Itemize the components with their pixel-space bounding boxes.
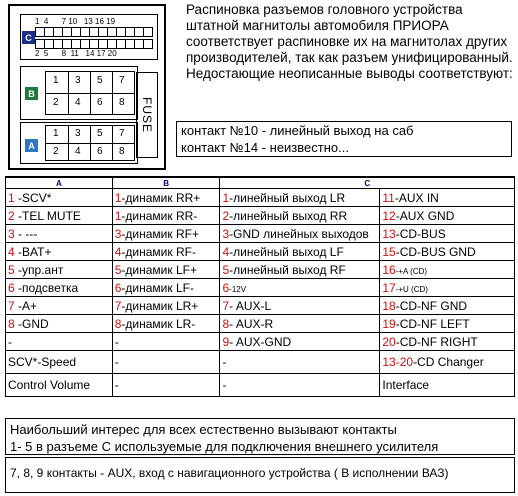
connector-c-bottom-pins: 2 5 8 11 14 17 20 bbox=[35, 49, 117, 58]
footer-line-1: Наибольший интерес для всех естественно вызывают контакты bbox=[10, 422, 397, 437]
header-a: A bbox=[6, 177, 113, 189]
table-row bbox=[6, 225, 515, 243]
pin-function: -линейный выход LF bbox=[229, 244, 344, 259]
pin-function: -CD-NF RIGHT bbox=[395, 334, 478, 349]
footer-line-2: 1- 5 в разъеме С используемые для подключения внешнего усилителя bbox=[10, 439, 439, 454]
table-cell-c1 bbox=[220, 315, 380, 333]
pin-label: 5 bbox=[97, 128, 103, 139]
pin-label: 5 bbox=[97, 75, 103, 86]
pin-function: -динамик RF- bbox=[121, 244, 196, 259]
fuse-slot bbox=[136, 72, 158, 158]
pin-function: -линейный выход LR bbox=[229, 190, 346, 205]
pin-number: 5 bbox=[8, 262, 15, 277]
pin-function: -+U (CD) bbox=[395, 284, 428, 294]
pin-function: -CD-NF GND bbox=[395, 298, 468, 313]
pin-label: 1 bbox=[53, 75, 59, 86]
table-cell-a bbox=[6, 333, 113, 351]
pin-function: -AUX GND bbox=[395, 208, 455, 223]
pin-number: 11 bbox=[382, 190, 395, 205]
table-cell-c2 bbox=[380, 351, 515, 374]
table-cell-c2 bbox=[380, 333, 515, 351]
pin-function: -BAT+ bbox=[14, 244, 52, 259]
pin-label: 4 bbox=[75, 97, 81, 108]
connector-c-lower-slots bbox=[35, 39, 153, 49]
pin-function: Control Volume bbox=[8, 378, 91, 392]
table-row bbox=[6, 315, 515, 333]
table-cell-b bbox=[112, 189, 220, 207]
pin-function: SCV*-Speed bbox=[8, 355, 77, 369]
pin-label: 4 bbox=[75, 146, 81, 157]
pin-function: -TEL MUTE bbox=[14, 208, 81, 223]
table-cell-a bbox=[6, 243, 113, 261]
pin-function: -упр.ант bbox=[14, 262, 64, 277]
footer-note-box bbox=[5, 418, 515, 455]
table-cell-b bbox=[112, 279, 220, 297]
pin-label: 7 bbox=[119, 75, 125, 86]
pin-number: 7 bbox=[8, 298, 15, 313]
connector-c bbox=[20, 14, 158, 60]
pin-number: 8 bbox=[114, 316, 122, 331]
connector-c-upper-slots bbox=[35, 27, 153, 37]
table-cell-b bbox=[112, 207, 220, 225]
table-cell-c1 bbox=[220, 207, 380, 225]
pin-number: 7 bbox=[114, 298, 122, 313]
header-b: B bbox=[112, 177, 220, 189]
pin-function: - bbox=[114, 334, 119, 349]
pin-function: -A+ bbox=[14, 298, 38, 313]
table-cell-c1 bbox=[220, 189, 380, 207]
pin-number: 1 bbox=[8, 190, 15, 205]
pin-number: 13 bbox=[382, 226, 396, 241]
pin-label: 8 bbox=[119, 146, 125, 157]
pin-number: 8 bbox=[8, 316, 15, 331]
table-cell-c2 bbox=[380, 374, 515, 397]
pin-label: 6 bbox=[97, 146, 103, 157]
pin-label: 6 bbox=[97, 97, 103, 108]
table-cell-c1 bbox=[220, 225, 380, 243]
table-cell-b bbox=[112, 261, 220, 279]
table-cell-a bbox=[6, 374, 113, 397]
pin-function: - bbox=[222, 378, 227, 392]
pin-function: -AUX IN bbox=[394, 190, 439, 205]
pin-label: 3 bbox=[75, 128, 81, 139]
pin-number: 12 bbox=[382, 208, 396, 223]
table-row bbox=[6, 207, 515, 225]
table-cell-c1 bbox=[220, 279, 380, 297]
connector-c-badge: C bbox=[22, 31, 35, 44]
pin-function: Interface bbox=[382, 378, 430, 392]
pin-function: -подсветка bbox=[14, 280, 79, 295]
pin-number: 18 bbox=[382, 298, 396, 313]
footer-line-3: 7, 8, 9 контакты - AUX, вход с навигационного устройства ( В исполнении ВАЗ) bbox=[10, 466, 449, 480]
pin-number: 3 bbox=[8, 226, 15, 241]
table-cell-a bbox=[6, 279, 113, 297]
connector-diagram bbox=[8, 4, 166, 170]
table-cell-c2 bbox=[380, 315, 515, 333]
table-cell-a bbox=[6, 261, 113, 279]
footer-aux-box bbox=[5, 457, 515, 493]
pin-number: 9 bbox=[222, 334, 230, 349]
pin-number: 4 bbox=[8, 244, 15, 259]
table-cell-c1 bbox=[220, 243, 380, 261]
pin-function: - AUX-L bbox=[229, 298, 272, 313]
pin-number: 20 bbox=[382, 334, 396, 349]
note-contact-10: контакт №10 - линейный выход на саб bbox=[181, 123, 414, 138]
pin-function: -линейный выход RR bbox=[229, 208, 348, 223]
table-row bbox=[6, 297, 515, 315]
pin-number: 1 bbox=[114, 190, 122, 205]
table-cell-c2 bbox=[380, 261, 515, 279]
pin-number: 6 bbox=[222, 280, 230, 295]
pin-number: 5 bbox=[114, 262, 122, 277]
pin-label: 3 bbox=[75, 75, 81, 86]
pin-function: -динамик RF+ bbox=[121, 226, 199, 241]
table-cell-c2 bbox=[380, 225, 515, 243]
table-cell-c2 bbox=[380, 189, 515, 207]
pin-function: -динамик LF- bbox=[121, 280, 194, 295]
pin-function: -CD-BUS bbox=[395, 226, 446, 241]
pin-function: - bbox=[222, 355, 227, 369]
pin-function: -динамик LR- bbox=[121, 316, 196, 331]
connector-c-top-pins: 1 4 7 10 13 16 19 bbox=[35, 17, 116, 26]
table-cell-b bbox=[112, 315, 220, 333]
pin-label: 7 bbox=[119, 128, 125, 139]
pin-function: -динамик RR+ bbox=[121, 190, 201, 205]
pin-function: -линейный выход RF bbox=[229, 262, 346, 277]
pin-number: 7 bbox=[222, 298, 230, 313]
table-cell-b bbox=[112, 374, 220, 397]
table-row bbox=[6, 333, 515, 351]
pin-function: -GND bbox=[14, 316, 49, 331]
pin-number: 3 bbox=[114, 226, 122, 241]
table-cell-c1 bbox=[220, 261, 380, 279]
table-cell-b bbox=[112, 297, 220, 315]
table-row bbox=[6, 189, 515, 207]
table-header-row bbox=[6, 177, 515, 189]
pin-function: - AUX-R bbox=[229, 316, 274, 331]
pin-function: -динамик LR+ bbox=[121, 298, 199, 313]
pin-function: -+A (CD) bbox=[395, 266, 428, 276]
table-cell-b bbox=[112, 333, 220, 351]
table-row bbox=[6, 243, 515, 261]
table-cell-c1 bbox=[220, 374, 380, 397]
connector-a-badge: A bbox=[25, 139, 38, 152]
pin-number: 6 bbox=[114, 280, 122, 295]
pinout-table bbox=[5, 176, 515, 397]
pin-number: 2 bbox=[8, 208, 15, 223]
pin-function: -динамик LF+ bbox=[121, 262, 197, 277]
pin-function: -CD-BUS GND bbox=[395, 244, 476, 259]
pin-number: 5 bbox=[222, 262, 230, 277]
pin-number: 16 bbox=[382, 262, 396, 277]
pin-label: 2 bbox=[53, 97, 59, 108]
pin-function: -GND линейных выходов bbox=[229, 226, 369, 241]
pin-label: 8 bbox=[119, 97, 125, 108]
pin-number: 2 bbox=[222, 208, 230, 223]
pin-function: - AUX-GND bbox=[229, 334, 292, 349]
table-cell-c2 bbox=[380, 297, 515, 315]
connector-a bbox=[20, 122, 138, 164]
table-cell-a bbox=[6, 351, 113, 374]
connector-b bbox=[20, 66, 138, 120]
table-cell-a bbox=[6, 297, 113, 315]
pin-number: 1 bbox=[114, 208, 122, 223]
description bbox=[186, 2, 516, 82]
description-paragraph-2: Недостающие неописанные выводы соответствуют: bbox=[186, 66, 513, 81]
note-contact-14: контакт №14 - неизвестно... bbox=[181, 140, 349, 155]
connector-b-badge: B bbox=[25, 87, 38, 100]
description-paragraph-1: Распиновка разъемов головного устройства штатной магнитолы автомобиля ПРИОРА соответствует распиновке их на магнитолах других производителей, так как разъем унифицированный. bbox=[186, 2, 513, 65]
pin-label: 1 bbox=[53, 128, 59, 139]
table-row bbox=[6, 261, 515, 279]
table-cell-a bbox=[6, 207, 113, 225]
pin-number: 19 bbox=[382, 316, 396, 331]
table-cell-a bbox=[6, 315, 113, 333]
connector-a-grid bbox=[45, 125, 135, 161]
pin-number: 1 bbox=[222, 190, 230, 205]
pin-number: 8 bbox=[222, 316, 230, 331]
pin-function: - bbox=[8, 334, 12, 349]
fuse-label: FUSE bbox=[140, 96, 154, 133]
table-row bbox=[6, 279, 515, 297]
table-cell-c1 bbox=[220, 351, 380, 374]
header-c: C bbox=[220, 177, 515, 189]
table-cell-b bbox=[112, 225, 220, 243]
table-cell-c2 bbox=[380, 279, 515, 297]
connector-b-grid bbox=[45, 71, 135, 115]
pin-number: 13-20 bbox=[382, 355, 414, 369]
notes-box bbox=[176, 121, 512, 157]
table-cell-c1 bbox=[220, 297, 380, 315]
pin-function: - --- bbox=[14, 226, 38, 241]
pin-function: -динамик RR- bbox=[121, 208, 198, 223]
pin-function: -12V bbox=[229, 284, 247, 294]
pin-number: 3 bbox=[222, 226, 230, 241]
pin-function: - bbox=[114, 355, 119, 369]
table-cell-c1 bbox=[220, 333, 380, 351]
table-cell-b bbox=[112, 351, 220, 374]
pin-label: 2 bbox=[53, 146, 59, 157]
pin-function: -SCV* bbox=[14, 190, 52, 205]
pin-number: 4 bbox=[222, 244, 230, 259]
pin-number: 15 bbox=[382, 244, 396, 259]
table-cell-a bbox=[6, 225, 113, 243]
table-cell-b bbox=[112, 243, 220, 261]
table-cell-c2 bbox=[380, 207, 515, 225]
table-row bbox=[6, 351, 515, 374]
pin-function: - bbox=[114, 378, 119, 392]
table-row bbox=[6, 374, 515, 397]
pin-number: 6 bbox=[8, 280, 15, 295]
pin-number: 17 bbox=[382, 280, 396, 295]
table-cell-a bbox=[6, 189, 113, 207]
table-cell-c2 bbox=[380, 243, 515, 261]
pin-function: -CD-NF LEFT bbox=[395, 316, 470, 331]
pin-number: 4 bbox=[114, 244, 122, 259]
pin-function: -CD Changer bbox=[413, 355, 484, 369]
